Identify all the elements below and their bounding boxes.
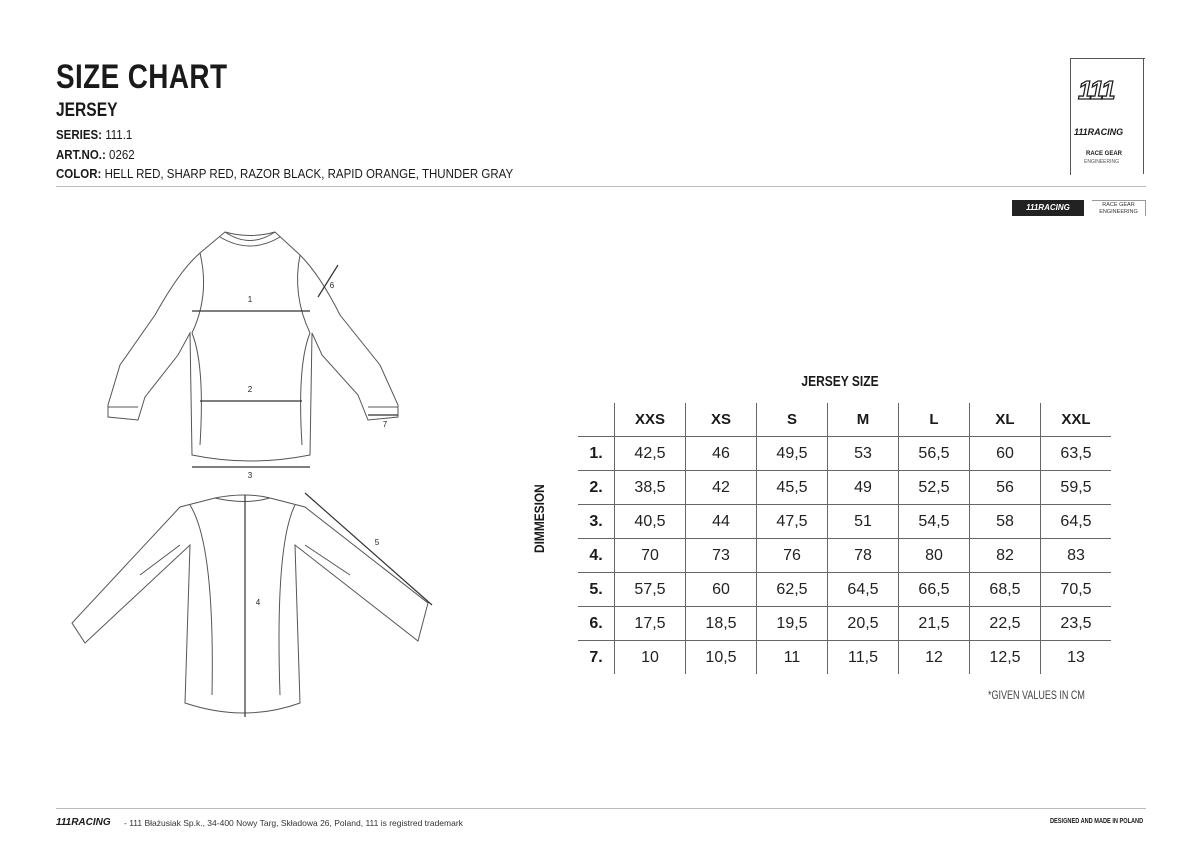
table-cell: 49	[828, 471, 899, 505]
table-cell: 13	[1041, 641, 1112, 675]
row-label: 2.	[578, 471, 615, 505]
table-cell: 40,5	[615, 505, 686, 539]
header-divider	[56, 186, 1146, 187]
size-header: XL	[970, 403, 1041, 437]
table-row	[578, 505, 1111, 539]
measure-label-2: 2	[247, 385, 253, 394]
table-cell: 51	[828, 505, 899, 539]
size-header: XXL	[1041, 403, 1112, 437]
table-cell: 45,5	[757, 471, 828, 505]
table-row	[578, 437, 1111, 471]
table-cell: 64,5	[1041, 505, 1112, 539]
table-cell: 47,5	[757, 505, 828, 539]
measure-label-6: 6	[329, 281, 335, 290]
measure-label-4: 4	[255, 598, 261, 607]
brand-badge	[1012, 200, 1146, 216]
page-subtitle: JERSEY	[56, 100, 118, 121]
table-cell: 58	[970, 505, 1041, 539]
page-title: SIZE CHART	[56, 58, 228, 96]
table-cell: 64,5	[828, 573, 899, 607]
table-cell: 54,5	[899, 505, 970, 539]
table-cell: 22,5	[970, 607, 1041, 641]
footer-divider	[56, 808, 1146, 809]
series-value: 111.1	[105, 128, 133, 142]
table-cell: 19,5	[757, 607, 828, 641]
color-line	[56, 167, 513, 181]
footer-brand: 111RACING	[56, 817, 111, 828]
table-cell: 17,5	[615, 607, 686, 641]
jersey-front-outline	[108, 232, 398, 461]
table-row	[578, 539, 1111, 573]
table-cell: 76	[757, 539, 828, 573]
table-cell: 38,5	[615, 471, 686, 505]
table-cell: 63,5	[1041, 437, 1112, 471]
table-cell: 57,5	[615, 573, 686, 607]
color-value: HELL RED, SHARP RED, RAZOR BLACK, RAPID ORANGE, THUNDER GRAY	[104, 167, 514, 181]
size-header: XXS	[615, 403, 686, 437]
table-corner	[578, 403, 615, 437]
size-header: L	[899, 403, 970, 437]
table-row	[578, 607, 1111, 641]
table-cell: 42	[686, 471, 757, 505]
table-cell: 60	[686, 573, 757, 607]
table-cell: 59,5	[1041, 471, 1112, 505]
table-title: JERSEY SIZE	[801, 373, 879, 390]
badge-brand: 111RACING	[1012, 200, 1084, 216]
logo-brand: 111RACING	[1074, 127, 1124, 137]
table-cell: 82	[970, 539, 1041, 573]
table-cell: 49,5	[757, 437, 828, 471]
logo-frame-edge	[1143, 58, 1144, 174]
size-header: M	[828, 403, 899, 437]
jersey-diagram	[60, 215, 450, 725]
table-cell: 53	[828, 437, 899, 471]
art-value: 0262	[109, 148, 135, 162]
table-cell: 10,5	[686, 641, 757, 675]
table-cell: 12,5	[970, 641, 1041, 675]
table-cell: 70,5	[1041, 573, 1112, 607]
row-label: 4.	[578, 539, 615, 573]
row-label: 1.	[578, 437, 615, 471]
table-cell: 60	[970, 437, 1041, 471]
row-label: 5.	[578, 573, 615, 607]
table-cell: 11,5	[828, 641, 899, 675]
table-cell: 21,5	[899, 607, 970, 641]
units-note: *GIVEN VALUES IN CM	[988, 688, 1085, 702]
size-header: S	[757, 403, 828, 437]
table-cell: 10	[615, 641, 686, 675]
table-cell: 73	[686, 539, 757, 573]
table-cell: 23,5	[1041, 607, 1112, 641]
table-cell: 18,5	[686, 607, 757, 641]
table-cell: 52,5	[899, 471, 970, 505]
art-label: ART.NO.:	[56, 148, 106, 162]
table-cell: 68,5	[970, 573, 1041, 607]
table-cell: 66,5	[899, 573, 970, 607]
table-cell: 78	[828, 539, 899, 573]
table-row	[578, 573, 1111, 607]
measure-label-3: 3	[247, 471, 253, 480]
measure-line-5	[305, 493, 432, 605]
badge-tagline	[1092, 200, 1146, 216]
measure-label-1: 1	[247, 295, 253, 304]
art-line	[56, 148, 135, 162]
measure-label-5: 5	[374, 538, 380, 547]
table-cell: 56	[970, 471, 1041, 505]
table-cell: 56,5	[899, 437, 970, 471]
logo-tagline: RACE GEAR	[1086, 151, 1123, 157]
size-header-row	[578, 403, 1111, 437]
row-label: 6.	[578, 607, 615, 641]
dimension-axis-label: DIMMESION	[531, 484, 547, 553]
table-cell: 80	[899, 539, 970, 573]
table-cell: 46	[686, 437, 757, 471]
row-label: 3.	[578, 505, 615, 539]
badge-line-2: ENGINEERING	[1099, 209, 1138, 215]
color-label: COLOR:	[56, 167, 102, 181]
series-label: SERIES:	[56, 128, 103, 142]
table-cell: 42,5	[615, 437, 686, 471]
table-cell: 20,5	[828, 607, 899, 641]
footer-made-in: DESIGNED AND MADE IN POLAND	[1050, 818, 1144, 825]
table-cell: 11	[757, 641, 828, 675]
table-row	[578, 641, 1111, 675]
measure-label-7: 7	[382, 420, 388, 429]
table-cell: 62,5	[757, 573, 828, 607]
logo-tagline-2: ENGINEERING	[1084, 159, 1120, 165]
row-label: 7.	[589, 648, 603, 666]
series-line	[56, 128, 132, 142]
badge-line-1: RACE GEAR	[1102, 202, 1135, 208]
table-cell: 83	[1041, 539, 1112, 573]
jersey-back-outline	[72, 495, 428, 713]
table-row	[578, 471, 1111, 505]
table-cell: 44	[686, 505, 757, 539]
size-header: XS	[686, 403, 757, 437]
footer-address: - 111 Błażusiak Sp.k., 34-400 Nowy Targ, Składowa 26, Poland, 111 is registred trademark	[124, 818, 463, 828]
size-table	[578, 403, 1111, 674]
table-cell: 70	[615, 539, 686, 573]
table-cell: 12	[899, 641, 970, 675]
logo-mark: 111	[1078, 75, 1115, 105]
